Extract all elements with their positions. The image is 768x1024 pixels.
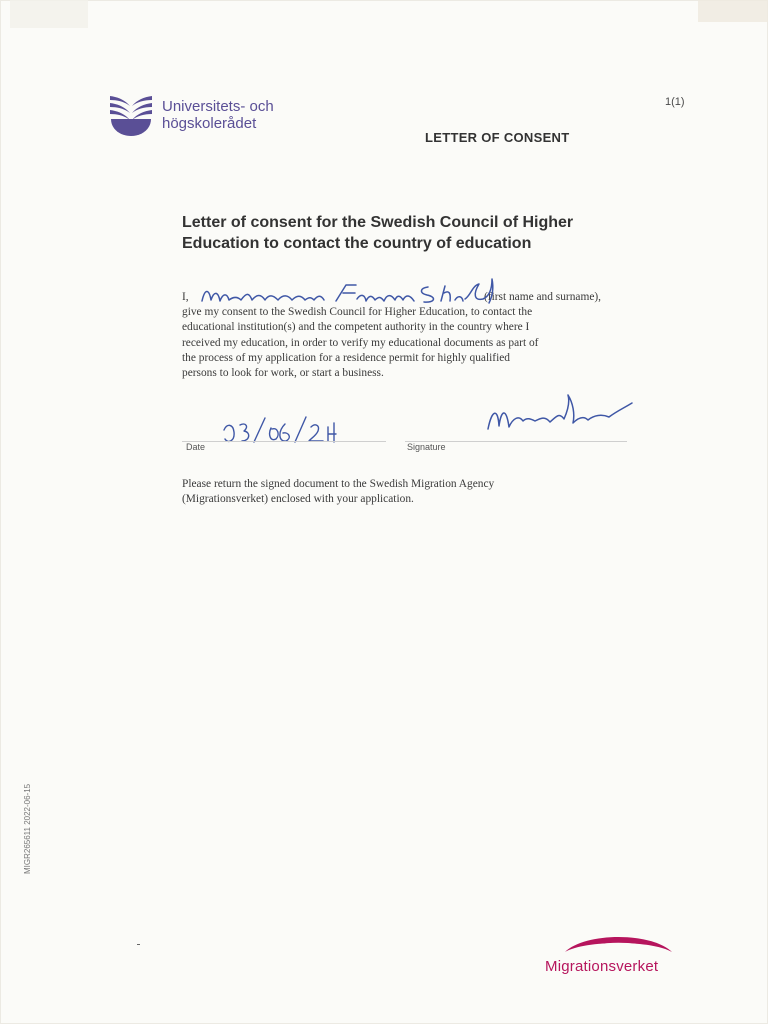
consent-prefix: I, [182, 291, 189, 303]
handwritten-name [198, 277, 513, 311]
tape-mark [10, 0, 88, 28]
signature-label: Signature [407, 442, 446, 452]
page-number: 1(1) [665, 96, 685, 108]
consent-line-4: received my education, in order to verify my educational documents as part of [182, 336, 539, 349]
arc-icon [561, 928, 676, 954]
consent-line-3: educational institution(s) and the competent authority in the country where I [182, 321, 530, 334]
consent-line-6: persons to look for work, or start a business. [182, 367, 384, 380]
logo-line-1: Universitets- och [162, 98, 274, 115]
book-shield-icon [108, 94, 154, 138]
logo-line-2: högskolerådet [162, 115, 257, 132]
document-title: LETTER OF CONSENT [425, 130, 570, 145]
signature-mark [484, 391, 634, 435]
consent-name-suffix: (first name and surname), [484, 291, 602, 303]
date-label: Date [186, 442, 206, 452]
consent-line-5: the process of my application for a residence permit for highly qualified [182, 351, 511, 364]
consent-line-2: give my consent to the Swedish Council for Higher Education, to contact the [182, 306, 533, 319]
form-code: MIGR265611 2022-06-15 [23, 783, 32, 874]
date-line [182, 441, 386, 442]
instructions-line-1: Please return the signed document to the Swedish Migration Agency [182, 478, 495, 490]
migrationsverket-logo [545, 928, 690, 976]
scan-speck [137, 944, 140, 945]
logo-wordmark [162, 98, 274, 132]
agency-name: Migrationsverket [545, 958, 659, 975]
tape-mark [698, 0, 768, 22]
instructions-line-2: (Migrationsverket) enclosed with your application. [182, 493, 414, 505]
heading-line-2: Education to contact the country of education [182, 235, 532, 252]
return-instructions [182, 477, 632, 507]
heading-line-1: Letter of consent for the Swedish Council of Higher [182, 214, 574, 231]
consent-heading [182, 212, 652, 254]
swedish-council-logo [108, 94, 274, 138]
